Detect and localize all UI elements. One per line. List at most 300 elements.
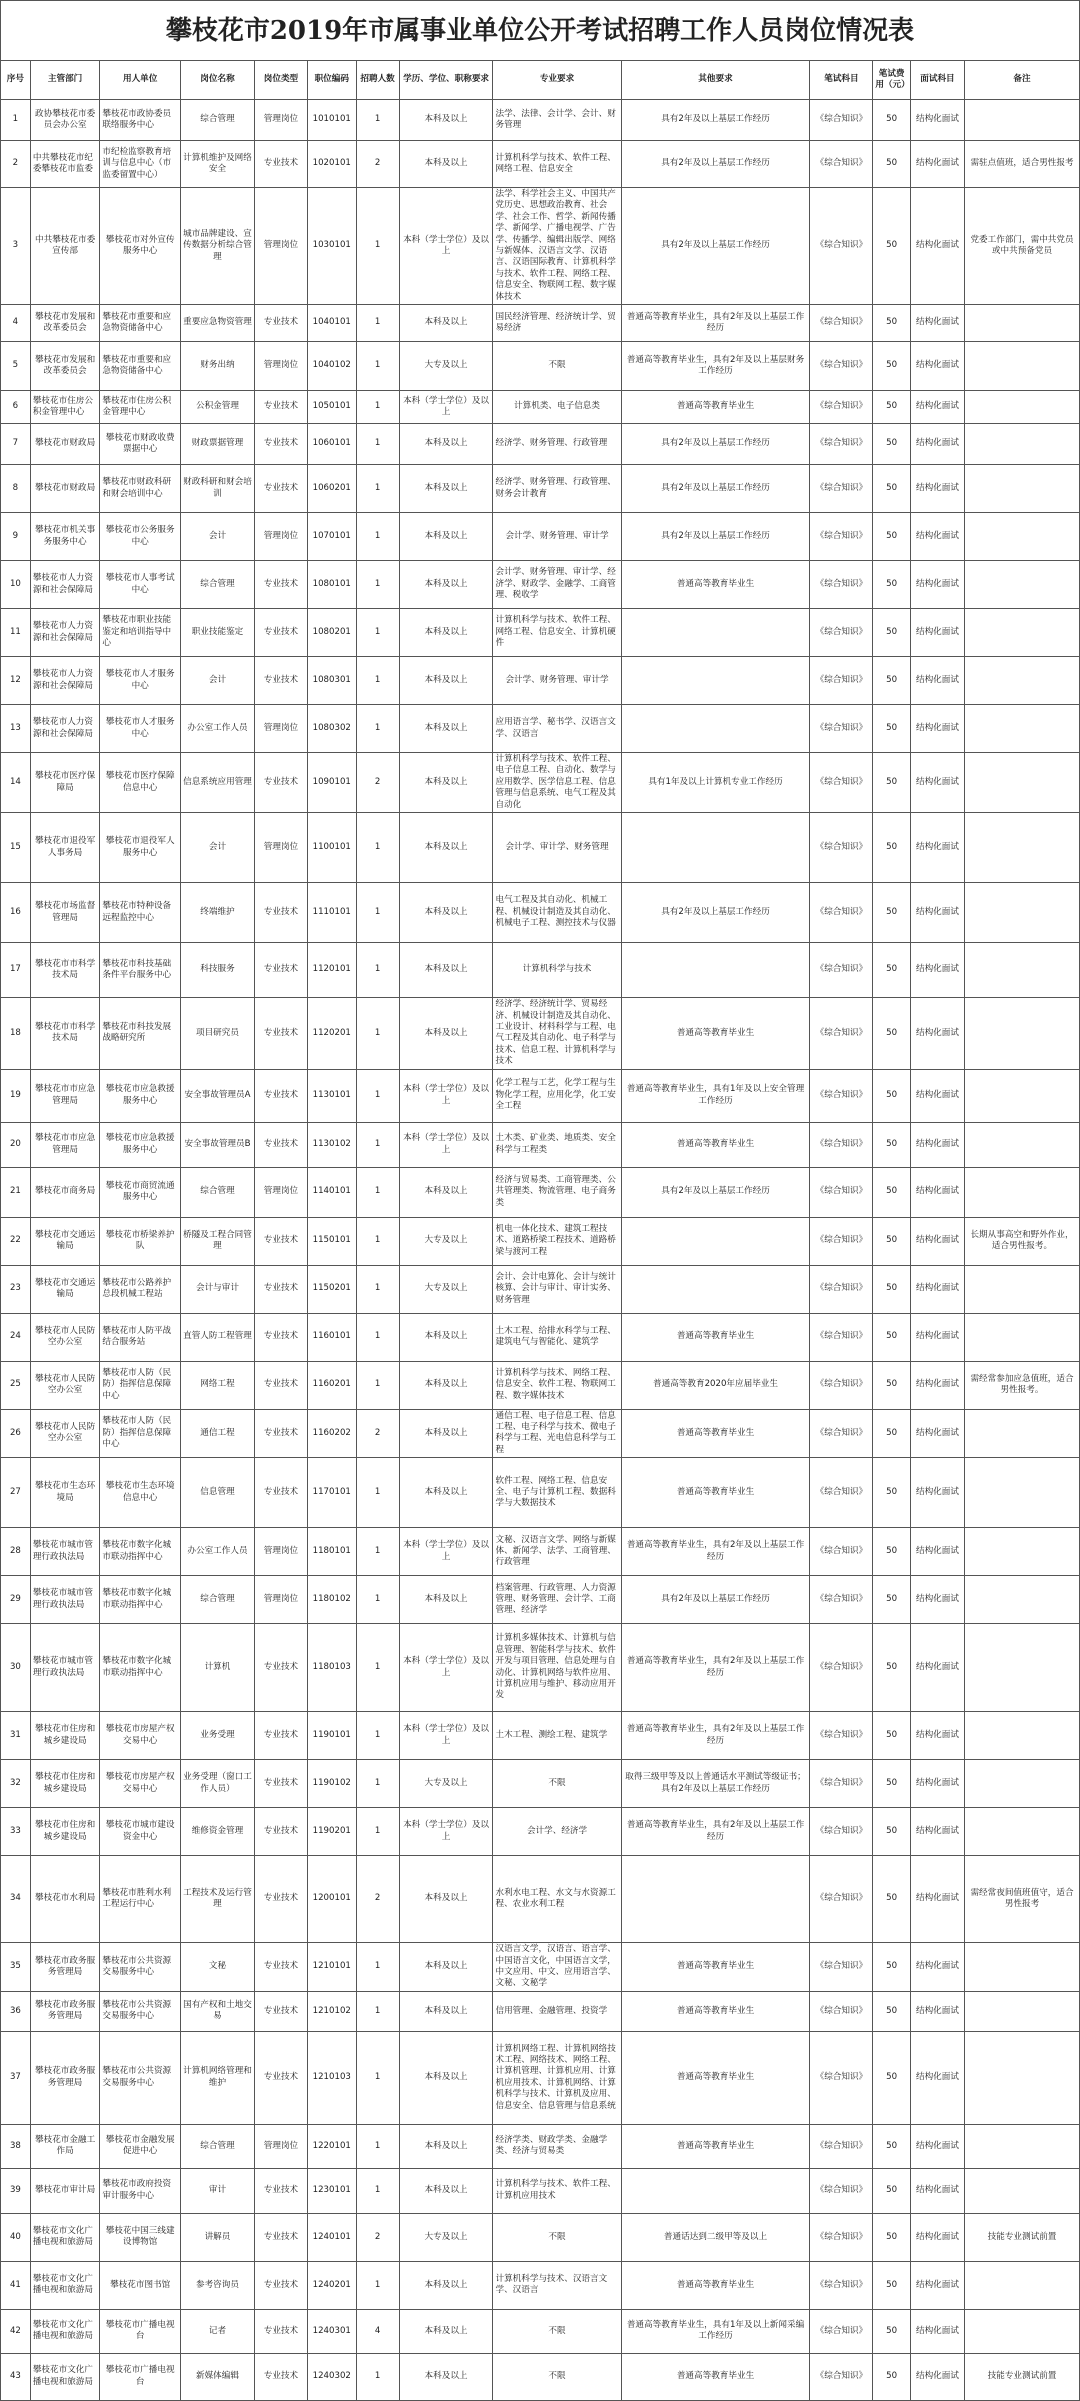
cell-department: 攀枝花市市应急管理局 xyxy=(30,1069,100,1122)
cell-position-name: 综合管理 xyxy=(180,1167,254,1217)
cell-department: 攀枝花市住房和城乡建设局 xyxy=(30,1712,100,1760)
cell-position-type: 专业技术 xyxy=(254,1265,307,1313)
cell-headcount: 2 xyxy=(356,1409,399,1458)
cell-written-exam: 《综合知识》 xyxy=(810,1458,873,1528)
cell-position-code: 1060101 xyxy=(307,424,356,465)
cell-position-code: 1080201 xyxy=(307,609,356,657)
cell-position-type: 管理岗位 xyxy=(254,513,307,561)
table-row xyxy=(1,513,1080,561)
cell-other-requirements: 普通高等教育毕业生，具有1年及以上新闻采编工作经历 xyxy=(621,2309,810,2353)
table-body xyxy=(1,100,1080,2401)
cell-employer: 攀枝花市人防（民防）指挥信息保障中心 xyxy=(100,1409,181,1458)
cell-notes xyxy=(965,100,1080,141)
cell-written-exam: 《综合知识》 xyxy=(810,1712,873,1760)
cell-position-code: 1080101 xyxy=(307,561,356,609)
cell-major: 计算机类、电子信息类 xyxy=(493,391,621,424)
cell-major: 会计学、审计学、财务管理 xyxy=(493,813,621,883)
cell-education: 本科及以上 xyxy=(399,753,493,813)
cell-major: 法学、科学社会主义、中国共产党历史、思想政治教育、社会学、社会工作、哲学、新闻传播学、新闻学、广播电视学、广告学、传播学、编辑出版学、网络与新媒体、汉语言文学、汉语言、汉语国际教育、计算机科学与技术、软件工程、网络工程、信息安全、物联网工程、数字媒体技术 xyxy=(493,188,621,305)
cell-employer: 攀枝花市数字化城市联动指挥中心 xyxy=(100,1576,181,1624)
cell-interview: 结构化面试 xyxy=(910,657,964,705)
cell-employer: 攀枝花市生态环境信息中心 xyxy=(100,1458,181,1528)
cell-department: 攀枝花市人民防空办公室 xyxy=(30,1409,100,1458)
cell-written-exam: 《综合知识》 xyxy=(810,465,873,513)
cell-employer: 攀枝花市科技发展战略研究所 xyxy=(100,998,181,1069)
cell-position-code: 1120101 xyxy=(307,943,356,998)
col-header-exam-fee: 笔试费用（元） xyxy=(873,61,911,100)
cell-headcount: 1 xyxy=(356,561,399,609)
table-row xyxy=(1,188,1080,305)
cell-education: 本科及以上 xyxy=(399,1856,493,1943)
cell-written-exam: 《综合知识》 xyxy=(810,2353,873,2400)
cell-position-code: 1150201 xyxy=(307,1265,356,1313)
cell-index: 41 xyxy=(1,2261,31,2309)
cell-major: 计算机科学与技术、软件工程、网络工程、信息安全、计算机硬件 xyxy=(493,609,621,657)
cell-employer: 攀枝花市医疗保障信息中心 xyxy=(100,753,181,813)
cell-major: 汉语言文学，汉语言、语言学、中国语言文化，中国语言文学，中文应用、中文、应用语言学、文秘、文秘学 xyxy=(493,1943,621,1992)
cell-employer: 攀枝花市人事考试中心 xyxy=(100,561,181,609)
cell-employer: 攀枝花市金融发展促进中心 xyxy=(100,2124,181,2168)
cell-headcount: 1 xyxy=(356,1458,399,1528)
cell-interview: 结构化面试 xyxy=(910,2353,964,2400)
cell-position-code: 1180102 xyxy=(307,1576,356,1624)
cell-position-code: 1240301 xyxy=(307,2309,356,2353)
cell-index: 6 xyxy=(1,391,31,424)
cell-employer: 攀枝花市对外宣传服务中心 xyxy=(100,188,181,305)
cell-other-requirements: 普通高等教育毕业生 xyxy=(621,1122,810,1167)
cell-position-code: 1160202 xyxy=(307,1409,356,1458)
cell-interview: 结构化面试 xyxy=(910,1576,964,1624)
table-row xyxy=(1,1458,1080,1528)
cell-headcount: 1 xyxy=(356,998,399,1069)
cell-education: 本科及以上 xyxy=(399,100,493,141)
cell-position-name: 会计与审计 xyxy=(180,1265,254,1313)
cell-written-exam: 《综合知识》 xyxy=(810,1576,873,1624)
cell-written-exam: 《综合知识》 xyxy=(810,1943,873,1992)
cell-education: 大专及以上 xyxy=(399,1217,493,1265)
cell-headcount: 1 xyxy=(356,1528,399,1576)
table-row xyxy=(1,1528,1080,1576)
cell-major: 水利水电工程、水文与水资源工程、农业水利工程 xyxy=(493,1856,621,1943)
cell-major: 会计学、财务管理、审计学 xyxy=(493,657,621,705)
cell-index: 24 xyxy=(1,1313,31,1361)
cell-education: 本科及以上 xyxy=(399,1361,493,1409)
cell-interview: 结构化面试 xyxy=(910,705,964,753)
cell-position-name: 计算机网络管理和维护 xyxy=(180,2031,254,2124)
cell-index: 33 xyxy=(1,1808,31,1856)
cell-other-requirements: 普通高等教育毕业生 xyxy=(621,1313,810,1361)
cell-index: 5 xyxy=(1,342,31,391)
cell-interview: 结构化面试 xyxy=(910,561,964,609)
cell-index: 19 xyxy=(1,1069,31,1122)
cell-education: 本科及以上 xyxy=(399,1576,493,1624)
cell-exam-fee: 50 xyxy=(873,1122,911,1167)
cell-written-exam: 《综合知识》 xyxy=(810,2309,873,2353)
cell-position-name: 综合管理 xyxy=(180,2124,254,2168)
cell-position-code: 1100101 xyxy=(307,813,356,883)
cell-position-type: 专业技术 xyxy=(254,2213,307,2261)
cell-employer: 攀枝花市公路养护总段机械工程站 xyxy=(100,1265,181,1313)
cell-written-exam: 《综合知识》 xyxy=(810,1409,873,1458)
cell-other-requirements: 普通高等教育毕业生 xyxy=(621,1458,810,1528)
cell-notes xyxy=(965,1808,1080,1856)
cell-employer: 攀枝花市公共资源交易服务中心 xyxy=(100,1991,181,2031)
cell-department: 攀枝花市商务局 xyxy=(30,1167,100,1217)
cell-written-exam: 《综合知识》 xyxy=(810,1808,873,1856)
cell-major: 经济学、财务管理、行政管理 xyxy=(493,424,621,465)
cell-other-requirements: 具有2年及以上基层工作经历 xyxy=(621,188,810,305)
cell-other-requirements: 普通高等教育毕业生，具有2年及以上基层工作经历 xyxy=(621,1528,810,1576)
cell-position-code: 1040101 xyxy=(307,305,356,342)
cell-exam-fee: 50 xyxy=(873,513,911,561)
cell-headcount: 1 xyxy=(356,1069,399,1122)
cell-position-type: 专业技术 xyxy=(254,883,307,943)
cell-position-name: 财务出纳 xyxy=(180,342,254,391)
cell-headcount: 1 xyxy=(356,1576,399,1624)
cell-index: 14 xyxy=(1,753,31,813)
cell-major: 不限 xyxy=(493,2353,621,2400)
cell-exam-fee: 50 xyxy=(873,609,911,657)
cell-position-code: 1240201 xyxy=(307,2261,356,2309)
cell-position-type: 管理岗位 xyxy=(254,1576,307,1624)
cell-headcount: 4 xyxy=(356,2309,399,2353)
table-row xyxy=(1,342,1080,391)
cell-position-type: 管理岗位 xyxy=(254,2124,307,2168)
cell-index: 8 xyxy=(1,465,31,513)
col-header-index: 序号 xyxy=(1,61,31,100)
cell-department: 攀枝花市金融工作局 xyxy=(30,2124,100,2168)
cell-major: 经济学、财务管理、行政管理、财务会计教育 xyxy=(493,465,621,513)
cell-major: 不限 xyxy=(493,2213,621,2261)
cell-index: 43 xyxy=(1,2353,31,2400)
cell-position-code: 1190101 xyxy=(307,1712,356,1760)
cell-index: 32 xyxy=(1,1760,31,1808)
cell-position-name: 桥隧及工程合同管理 xyxy=(180,1217,254,1265)
table-row xyxy=(1,883,1080,943)
cell-interview: 结构化面试 xyxy=(910,998,964,1069)
cell-written-exam: 《综合知识》 xyxy=(810,424,873,465)
cell-department: 攀枝花市人力资源和社会保障局 xyxy=(30,609,100,657)
cell-major: 应用语言学、秘书学、汉语言文学、汉语言 xyxy=(493,705,621,753)
cell-department: 攀枝花市政务服务管理局 xyxy=(30,1943,100,1992)
cell-exam-fee: 50 xyxy=(873,1217,911,1265)
table-row xyxy=(1,465,1080,513)
cell-position-name: 办公室工作人员 xyxy=(180,705,254,753)
cell-employer: 攀枝花市桥梁养护队 xyxy=(100,1217,181,1265)
cell-department: 攀枝花市城市管理行政执法局 xyxy=(30,1624,100,1712)
cell-position-name: 参考咨询员 xyxy=(180,2261,254,2309)
cell-position-name: 业务受理（窗口工作人员） xyxy=(180,1760,254,1808)
cell-position-code: 1160101 xyxy=(307,1313,356,1361)
cell-headcount: 1 xyxy=(356,609,399,657)
cell-position-name: 安全事故管理员B xyxy=(180,1122,254,1167)
cell-position-type: 管理岗位 xyxy=(254,813,307,883)
cell-position-name: 计算机维护及网络安全 xyxy=(180,141,254,188)
cell-education: 本科（学士学位）及以上 xyxy=(399,1808,493,1856)
cell-department: 攀枝花市人力资源和社会保障局 xyxy=(30,561,100,609)
cell-notes xyxy=(965,609,1080,657)
cell-interview: 结构化面试 xyxy=(910,1528,964,1576)
cell-written-exam: 《综合知识》 xyxy=(810,342,873,391)
cell-major: 经济学类、财政学类、金融学类、经济与贸易类 xyxy=(493,2124,621,2168)
cell-notes xyxy=(965,2168,1080,2213)
cell-position-code: 1180103 xyxy=(307,1624,356,1712)
cell-other-requirements: 具有1年及以上计算机专业工作经历 xyxy=(621,753,810,813)
cell-written-exam: 《综合知识》 xyxy=(810,657,873,705)
cell-exam-fee: 50 xyxy=(873,141,911,188)
cell-index: 3 xyxy=(1,188,31,305)
cell-other-requirements xyxy=(621,1265,810,1313)
cell-headcount: 2 xyxy=(356,2213,399,2261)
cell-education: 本科（学士学位）及以上 xyxy=(399,1624,493,1712)
cell-headcount: 1 xyxy=(356,513,399,561)
cell-exam-fee: 50 xyxy=(873,943,911,998)
cell-index: 16 xyxy=(1,883,31,943)
cell-written-exam: 《综合知识》 xyxy=(810,2168,873,2213)
cell-exam-fee: 50 xyxy=(873,424,911,465)
cell-position-type: 专业技术 xyxy=(254,2031,307,2124)
cell-headcount: 1 xyxy=(356,813,399,883)
cell-notes xyxy=(965,1991,1080,2031)
cell-education: 大专及以上 xyxy=(399,342,493,391)
table-row xyxy=(1,1167,1080,1217)
cell-index: 10 xyxy=(1,561,31,609)
cell-other-requirements: 普通高等教育毕业生 xyxy=(621,391,810,424)
cell-employer: 攀枝花市重要和应急物资储备中心 xyxy=(100,305,181,342)
cell-department: 攀枝花市财政局 xyxy=(30,465,100,513)
cell-headcount: 2 xyxy=(356,753,399,813)
cell-position-type: 专业技术 xyxy=(254,753,307,813)
cell-notes xyxy=(965,943,1080,998)
cell-position-name: 职业技能鉴定 xyxy=(180,609,254,657)
cell-notes xyxy=(965,305,1080,342)
cell-position-type: 专业技术 xyxy=(254,1991,307,2031)
cell-employer: 攀枝花市公共资源交易服务中心 xyxy=(100,2031,181,2124)
cell-position-name: 安全事故管理员A xyxy=(180,1069,254,1122)
cell-index: 25 xyxy=(1,1361,31,1409)
cell-exam-fee: 50 xyxy=(873,2213,911,2261)
cell-education: 本科及以上 xyxy=(399,305,493,342)
cell-department: 攀枝花市发展和改革委员会 xyxy=(30,342,100,391)
cell-position-name: 会计 xyxy=(180,813,254,883)
cell-index: 37 xyxy=(1,2031,31,2124)
cell-interview: 结构化面试 xyxy=(910,188,964,305)
table-row xyxy=(1,100,1080,141)
cell-education: 本科及以上 xyxy=(399,705,493,753)
cell-employer: 攀枝花市退役军人服务中心 xyxy=(100,813,181,883)
cell-exam-fee: 50 xyxy=(873,391,911,424)
cell-employer: 攀枝花市政协委员联络服务中心 xyxy=(100,100,181,141)
cell-other-requirements xyxy=(621,705,810,753)
cell-education: 本科及以上 xyxy=(399,1943,493,1992)
cell-education: 本科及以上 xyxy=(399,2168,493,2213)
cell-other-requirements: 具有2年及以上基层工作经历 xyxy=(621,513,810,561)
cell-written-exam: 《综合知识》 xyxy=(810,2213,873,2261)
cell-department: 攀枝花市交通运输局 xyxy=(30,1265,100,1313)
cell-employer: 攀枝花市城市建设资金中心 xyxy=(100,1808,181,1856)
cell-position-type: 专业技术 xyxy=(254,2168,307,2213)
cell-employer: 攀枝花市胜利水利工程运行中心 xyxy=(100,1856,181,1943)
cell-position-type: 专业技术 xyxy=(254,1313,307,1361)
cell-headcount: 1 xyxy=(356,188,399,305)
cell-index: 30 xyxy=(1,1624,31,1712)
cell-headcount: 1 xyxy=(356,391,399,424)
cell-exam-fee: 50 xyxy=(873,1313,911,1361)
cell-notes xyxy=(965,391,1080,424)
cell-position-type: 专业技术 xyxy=(254,561,307,609)
cell-position-code: 1230101 xyxy=(307,2168,356,2213)
cell-position-name: 工程技术及运行管理 xyxy=(180,1856,254,1943)
cell-department: 攀枝花市城市管理行政执法局 xyxy=(30,1576,100,1624)
cell-position-name: 财政票据管理 xyxy=(180,424,254,465)
cell-exam-fee: 50 xyxy=(873,1409,911,1458)
cell-employer: 攀枝花市房屋产权交易中心 xyxy=(100,1712,181,1760)
cell-position-code: 1120201 xyxy=(307,998,356,1069)
cell-exam-fee: 50 xyxy=(873,1808,911,1856)
cell-position-name: 会计 xyxy=(180,513,254,561)
table-row xyxy=(1,705,1080,753)
cell-interview: 结构化面试 xyxy=(910,2124,964,2168)
cell-major: 计算机科学与技术、网络工程、信息安全、软件工程、物联网工程、数字媒体技术 xyxy=(493,1361,621,1409)
cell-position-code: 1210103 xyxy=(307,2031,356,2124)
cell-department: 攀枝花市文化广播电视和旅游局 xyxy=(30,2309,100,2353)
table-row xyxy=(1,2031,1080,2124)
cell-interview: 结构化面试 xyxy=(910,1313,964,1361)
cell-education: 本科及以上 xyxy=(399,1313,493,1361)
cell-education: 本科及以上 xyxy=(399,813,493,883)
cell-written-exam: 《综合知识》 xyxy=(810,561,873,609)
cell-other-requirements: 普通话达到二级甲等及以上 xyxy=(621,2213,810,2261)
cell-notes xyxy=(965,1313,1080,1361)
cell-position-code: 1190201 xyxy=(307,1808,356,1856)
cell-position-code: 1060201 xyxy=(307,465,356,513)
cell-headcount: 1 xyxy=(356,1624,399,1712)
cell-other-requirements xyxy=(621,609,810,657)
cell-position-type: 管理岗位 xyxy=(254,705,307,753)
cell-written-exam: 《综合知识》 xyxy=(810,1122,873,1167)
cell-index: 40 xyxy=(1,2213,31,2261)
cell-exam-fee: 50 xyxy=(873,1712,911,1760)
cell-exam-fee: 50 xyxy=(873,1856,911,1943)
table-row xyxy=(1,424,1080,465)
cell-interview: 结构化面试 xyxy=(910,342,964,391)
cell-headcount: 1 xyxy=(356,1991,399,2031)
cell-headcount: 1 xyxy=(356,1122,399,1167)
cell-interview: 结构化面试 xyxy=(910,1856,964,1943)
cell-other-requirements xyxy=(621,1856,810,1943)
cell-interview: 结构化面试 xyxy=(910,100,964,141)
cell-employer: 攀枝花市人防（民防）指挥信息保障中心 xyxy=(100,1361,181,1409)
cell-index: 36 xyxy=(1,1991,31,2031)
cell-interview: 结构化面试 xyxy=(910,1217,964,1265)
cell-interview: 结构化面试 xyxy=(910,391,964,424)
col-header-written-exam: 笔试科目 xyxy=(810,61,873,100)
cell-interview: 结构化面试 xyxy=(910,1991,964,2031)
cell-education: 大专及以上 xyxy=(399,2213,493,2261)
cell-index: 17 xyxy=(1,943,31,998)
cell-employer: 攀枝花市广播电视台 xyxy=(100,2353,181,2400)
cell-position-type: 专业技术 xyxy=(254,1458,307,1528)
cell-employer: 攀枝花市应急救援服务中心 xyxy=(100,1069,181,1122)
cell-department: 攀枝花市文化广播电视和旅游局 xyxy=(30,2353,100,2400)
cell-department: 攀枝花市住房和城乡建设局 xyxy=(30,1808,100,1856)
cell-department: 攀枝花市场监督管理局 xyxy=(30,883,100,943)
cell-written-exam: 《综合知识》 xyxy=(810,1624,873,1712)
cell-position-code: 1070101 xyxy=(307,513,356,561)
cell-employer: 攀枝花市人才服务中心 xyxy=(100,657,181,705)
cell-position-type: 专业技术 xyxy=(254,2309,307,2353)
cell-major: 不限 xyxy=(493,1760,621,1808)
cell-other-requirements: 普通高等教育毕业生 xyxy=(621,1409,810,1458)
cell-other-requirements: 普通高等教育2020年应届毕业生 xyxy=(621,1361,810,1409)
cell-other-requirements: 普通高等教育毕业生，具有2年及以上基层工作经历 xyxy=(621,1712,810,1760)
cell-other-requirements: 普通高等教育毕业生，具有1年及以上安全管理工作经历 xyxy=(621,1069,810,1122)
cell-position-code: 1050101 xyxy=(307,391,356,424)
table-row xyxy=(1,943,1080,998)
cell-other-requirements: 具有2年及以上基层工作经历 xyxy=(621,1576,810,1624)
cell-position-name: 审计 xyxy=(180,2168,254,2213)
cell-index: 38 xyxy=(1,2124,31,2168)
cell-index: 26 xyxy=(1,1409,31,1458)
cell-index: 18 xyxy=(1,998,31,1069)
cell-position-name: 综合管理 xyxy=(180,561,254,609)
cell-notes xyxy=(965,705,1080,753)
table-row xyxy=(1,1122,1080,1167)
cell-other-requirements: 普通高等教育毕业生 xyxy=(621,1943,810,1992)
cell-position-code: 1170101 xyxy=(307,1458,356,1528)
cell-position-type: 管理岗位 xyxy=(254,100,307,141)
cell-position-code: 1210101 xyxy=(307,1943,356,1992)
cell-employer: 攀枝花市财政收费票据中心 xyxy=(100,424,181,465)
cell-position-type: 专业技术 xyxy=(254,1760,307,1808)
cell-major: 不限 xyxy=(493,342,621,391)
cell-employer: 攀枝花市住房公积金管理中心 xyxy=(100,391,181,424)
cell-education: 本科及以上 xyxy=(399,2261,493,2309)
cell-education: 本科（学士学位）及以上 xyxy=(399,188,493,305)
cell-headcount: 1 xyxy=(356,2168,399,2213)
cell-exam-fee: 50 xyxy=(873,705,911,753)
cell-index: 1 xyxy=(1,100,31,141)
cell-exam-fee: 50 xyxy=(873,883,911,943)
cell-department: 攀枝花市人民防空办公室 xyxy=(30,1313,100,1361)
cell-other-requirements: 普通高等教育毕业生 xyxy=(621,2124,810,2168)
cell-headcount: 1 xyxy=(356,424,399,465)
cell-other-requirements xyxy=(621,943,810,998)
cell-position-name: 财政科研和财会培训 xyxy=(180,465,254,513)
col-header-employer: 用人单位 xyxy=(100,61,181,100)
cell-department: 攀枝花市政务服务管理局 xyxy=(30,1991,100,2031)
cell-position-type: 专业技术 xyxy=(254,1122,307,1167)
cell-index: 27 xyxy=(1,1458,31,1528)
cell-exam-fee: 50 xyxy=(873,561,911,609)
cell-index: 12 xyxy=(1,657,31,705)
cell-education: 本科（学士学位）及以上 xyxy=(399,1122,493,1167)
cell-education: 本科（学士学位）及以上 xyxy=(399,391,493,424)
cell-position-type: 管理岗位 xyxy=(254,1528,307,1576)
cell-notes xyxy=(965,753,1080,813)
cell-position-type: 专业技术 xyxy=(254,1069,307,1122)
cell-position-name: 讲解员 xyxy=(180,2213,254,2261)
cell-written-exam: 《综合知识》 xyxy=(810,705,873,753)
cell-notes: 需经常参加应急值班，适合男性报考。 xyxy=(965,1361,1080,1409)
cell-education: 本科及以上 xyxy=(399,424,493,465)
cell-headcount: 1 xyxy=(356,705,399,753)
cell-education: 本科及以上 xyxy=(399,2124,493,2168)
cell-interview: 结构化面试 xyxy=(910,2168,964,2213)
cell-position-code: 1020101 xyxy=(307,141,356,188)
cell-other-requirements: 普通高等教育毕业生 xyxy=(621,2031,810,2124)
cell-interview: 结构化面试 xyxy=(910,1122,964,1167)
